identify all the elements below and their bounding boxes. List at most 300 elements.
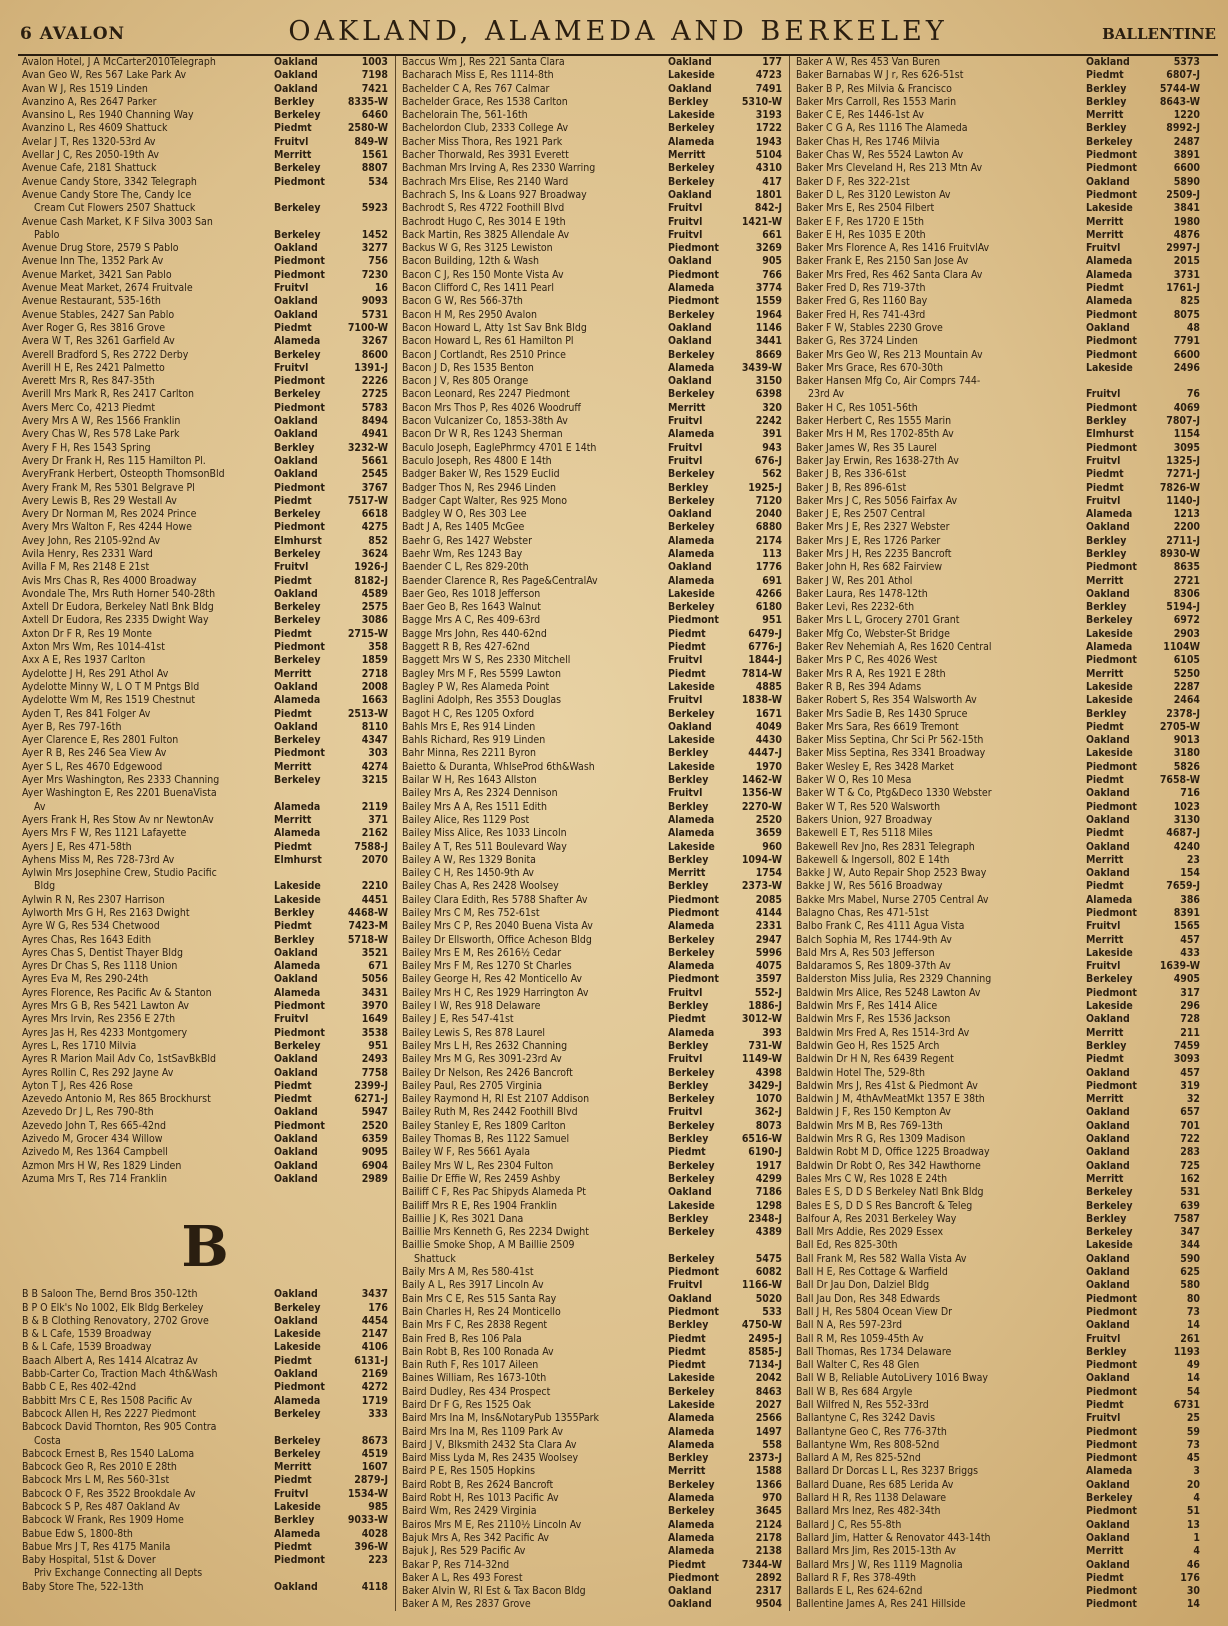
listing-name: Bakke J W, Auto Repair Shop 2523 Bway (796, 867, 987, 880)
phone-number: 3267 (361, 335, 388, 348)
listing-entry (22, 1040, 388, 1053)
listing-entry (402, 309, 782, 322)
listing-entry (796, 1213, 1200, 1226)
phone-number: 1166-W (741, 1279, 782, 1292)
listing-entry (22, 1528, 388, 1541)
exchange-name: Oakland (668, 188, 712, 201)
listing-entry (796, 1000, 1200, 1013)
phone-number: 1663 (361, 694, 388, 707)
listing-name: Baldwin J F, Res 150 Kempton Av (796, 1106, 951, 1119)
listing-entry (22, 335, 388, 348)
phone-number: 4 (1193, 1545, 1200, 1558)
listing-name: Bahls Mrs E, Res 914 Linden (402, 720, 536, 733)
listing-name: Avery Lewis B, Res 29 Westall Av (22, 494, 177, 507)
exchange-name: Fruitvl (1086, 960, 1121, 973)
listing-entry (796, 1293, 1200, 1306)
phone-number: 417 (762, 175, 782, 188)
phone-number: 671 (368, 960, 388, 973)
listing-name: Bacon Clifford C, Res 1411 Pearl (402, 282, 554, 295)
listing-name: Bailey Mrs C M, Res 752-61st (402, 907, 540, 919)
listing-entry (402, 402, 782, 415)
exchange-name: Piedmont (274, 481, 325, 494)
listing-entry (402, 1013, 782, 1026)
exchange-name: Oakland (1086, 1319, 1130, 1332)
phone-number: 8463 (755, 1385, 782, 1398)
listing-entry (796, 176, 1200, 189)
listing-name: Bailar W H, Res 1643 Allston (402, 774, 537, 787)
exchange-name: Piedmt (1086, 481, 1124, 494)
listing-name: Ayden T, Res 841 Folger Av (22, 707, 151, 720)
listing-name: Ballard A M, Res 825-52nd (796, 1452, 921, 1465)
listing-name: Ballard Mrs Inez, Res 482-34th (796, 1505, 941, 1518)
listing-entry (22, 987, 388, 1000)
exchange-name: Piedmt (668, 1558, 706, 1571)
listing-name: Bailey Mrs C P, Res 2040 Buena Vista Av (402, 920, 593, 933)
listing-name: Baldwin Mrs M B, Res 769-13th (796, 1119, 943, 1132)
exchange-name: Piedmt (1086, 69, 1124, 82)
phone-number: 2989 (361, 1172, 388, 1185)
listing-entry (22, 1120, 388, 1133)
listing-entry (22, 1328, 388, 1341)
exchange-name: Oakland (274, 1288, 318, 1301)
phone-number: 2520 (361, 1119, 388, 1132)
exchange-name: Berkeley (668, 707, 715, 720)
exchange-name: Berkley (668, 1079, 709, 1092)
listing-entry (796, 1399, 1200, 1412)
exchange-name: Lakeside (274, 893, 321, 906)
listing-entry (22, 548, 388, 561)
exchange-name: Lakeside (1086, 1000, 1133, 1013)
phone-number: 1859 (361, 654, 388, 667)
phone-number: 5783 (361, 401, 388, 414)
listing-name: Baird Robt H, Res 1013 Pacific Av (402, 1492, 559, 1505)
listing-entry (796, 761, 1200, 774)
phone-number: 16 (374, 282, 388, 295)
listing-name: Avenue Cash Market, K F Silva 3003 San (22, 215, 213, 228)
listing-entry (22, 934, 388, 947)
guide-word-right: BALLENTINE (1102, 25, 1216, 43)
exchange-name: Oakland (274, 69, 318, 82)
phone-number: 6904 (361, 1159, 388, 1172)
listing-name: Baker F W, Stables 2230 Grove (796, 321, 943, 334)
exchange-name: Fruitvl (274, 1013, 309, 1026)
listing-entry (22, 242, 388, 255)
exchange-name: Merritt (274, 760, 312, 773)
listing-name: Baker Mrs P C, Res 4026 West (796, 654, 938, 667)
phone-number (336, 216, 388, 229)
phone-number: 4885 (755, 680, 782, 693)
phone-number: 3841 (1173, 202, 1200, 215)
phone-number: 985 (368, 1500, 388, 1513)
exchange-name: Fruitvl (668, 1279, 703, 1292)
exchange-name: Merritt (1086, 574, 1124, 587)
phone-number: 1391-J (354, 361, 388, 374)
listing-name: Ayres Florence, Res Pacific Av & Stanton (22, 986, 212, 999)
phone-number: 2513-W (347, 707, 388, 720)
exchange-name: Piedmont (274, 641, 325, 654)
phone-number: 7587 (1173, 1212, 1200, 1225)
listing-entry (402, 654, 782, 667)
exchange-name: Berkley (668, 774, 709, 787)
exchange-name: Oakland (668, 1292, 712, 1305)
exchange-name: Berkeley (274, 547, 321, 560)
listing-entry (22, 1160, 388, 1173)
phone-number: 2270-W (741, 800, 782, 813)
exchange-name: Berkeley (668, 1066, 715, 1079)
listing-entry (402, 708, 782, 721)
phone-number: 7758 (361, 1066, 388, 1079)
exchange-name: Alameda (668, 282, 715, 295)
phone-number: 5923 (361, 202, 388, 215)
phone-number: 2509-J (1166, 188, 1200, 201)
listing-entry (796, 69, 1200, 82)
exchange-name: Oakland (274, 415, 318, 428)
listing-name: Ballantyne C, Res 3242 Davis (796, 1412, 936, 1425)
exchange-name: Piedmont (1086, 1292, 1137, 1305)
exchange-name: Piedmont (1086, 162, 1137, 175)
listing-entry (22, 83, 388, 96)
exchange-name: Merritt (668, 1465, 706, 1478)
phone-number: 4347 (361, 734, 388, 747)
listing-name: Babcock Ernest B, Res 1540 LaLoma (22, 1447, 195, 1460)
exchange-name: Alameda (668, 827, 715, 840)
exchange-name: Fruitvl (668, 454, 703, 467)
exchange-name: Piedmont (668, 1266, 719, 1279)
phone-number: 1154 (1173, 428, 1200, 441)
listing-name: Baker Mrs J H, Res 2235 Bancroft (796, 547, 952, 560)
listing-entry (402, 136, 782, 149)
listing-name: Avenue Stables, 2427 San Pablo (22, 308, 175, 321)
listing-entry (402, 442, 782, 455)
listing-name: Baker Mrs Sadie B, Res 1430 Spruce (796, 707, 968, 720)
listing-entry (796, 482, 1200, 495)
listing-name: Ayres Chas, Res 1643 Edith (22, 933, 152, 946)
phone-number: 7186 (755, 1186, 782, 1199)
phone-number: 3731 (1173, 268, 1200, 281)
listing-name: Babcock Geo R, Res 2010 E 28th (22, 1461, 177, 1474)
listing-entry (402, 614, 782, 627)
exchange-name: Berkeley (274, 1301, 321, 1314)
listing-name: Aylwin Mrs Josephine Crew, Studio Pacific (22, 867, 217, 880)
exchange-name: Lakeside (274, 1341, 321, 1354)
listing-entry (22, 1027, 388, 1040)
listing-entry (22, 1435, 388, 1448)
exchange-name: Fruitvl (668, 654, 703, 667)
listing-name: Ball R M, Res 1059-45th Av (796, 1332, 924, 1345)
listing-entry (402, 1479, 782, 1492)
phone-number: 76 (1186, 388, 1200, 401)
listing-name: Bailey Mrs E M, Res 2616½ Cedar (402, 946, 562, 959)
listing-entry (22, 1053, 388, 1066)
listing-entry (796, 535, 1200, 548)
listing-entry (796, 920, 1200, 933)
listing-name: Baker A W, Res 453 Van Buren (796, 56, 941, 68)
listing-entry (796, 1146, 1200, 1159)
listing-name: Avellar J C, Res 2050-19th Av (22, 149, 159, 162)
listing-name: Avery Dr Frank H, Res 115 Hamilton Pl. (22, 454, 206, 467)
exchange-name: Berkeley (668, 521, 715, 534)
exchange-name: Oakland (1086, 1133, 1130, 1146)
listing-entry (402, 1000, 782, 1013)
listing-name: Ayers Mrs F W, Res 1121 Lafayette (22, 827, 187, 840)
phone-number: 1003 (361, 56, 388, 68)
listing-name: Baldwin Dr H N, Res 6439 Regent (796, 1053, 954, 1066)
phone-number: 4941 (361, 428, 388, 441)
listing-name: Babcock O F, Res 3522 Brookdale Av (22, 1487, 196, 1500)
listing-entry (22, 455, 388, 468)
exchange-name: Oakland (1086, 1159, 1130, 1172)
listing-name: Baker J B, Res 896-61st (796, 481, 907, 494)
phone-number: 5661 (361, 454, 388, 467)
listing-name: Babcock S P, Res 487 Oakland Av (22, 1500, 180, 1513)
listing-name: Baker J B, Res 336-61st (796, 468, 907, 481)
phone-number: 4389 (755, 1226, 782, 1239)
exchange-name: Berkley (1086, 82, 1127, 95)
listing-name: Bahls Richard, Res 919 Linden (402, 734, 546, 747)
listing-entry (796, 1253, 1200, 1266)
listing-entry (402, 335, 782, 348)
listing-name: Azivedo M, Grocer 434 Willow (22, 1133, 163, 1146)
exchange-name: Piedmont (1086, 1505, 1137, 1518)
listing-name: Baker Fred G, Res 1160 Bay (796, 295, 928, 308)
listing-name: Ayer Washington E, Res 2201 BuenaVista (22, 787, 217, 800)
listing-entry (402, 255, 782, 268)
phone-number: 2721 (1173, 574, 1200, 587)
phone-number: 1 (1193, 1531, 1200, 1544)
listing-entry (796, 1013, 1200, 1026)
exchange-name: Berkeley (274, 1407, 321, 1420)
phone-number: 20 (1186, 1478, 1200, 1491)
listing-entry (22, 734, 388, 747)
phone-number: 4240 (1173, 840, 1200, 853)
listing-name: Shattuck (414, 1252, 456, 1265)
listing-entry (22, 1000, 388, 1013)
phone-number: 960 (762, 840, 782, 853)
exchange-name: Merritt (1086, 1026, 1124, 1039)
listing-entry (22, 402, 388, 415)
listing-name: Avila Henry, Res 2331 Ward (22, 547, 153, 560)
listing-entry (402, 1585, 782, 1598)
listing-entry (402, 734, 782, 747)
listing-name: Bacon Vulcanizer Co, 1853-38th Av (402, 415, 568, 428)
phone-number: 46 (1186, 1558, 1200, 1571)
listing-entry (796, 1519, 1200, 1532)
listing-entry (796, 575, 1200, 588)
exchange-name: Fruitvl (668, 1053, 703, 1066)
phone-number: 1193 (1173, 1345, 1200, 1358)
exchange-name: Lakeside (274, 1328, 321, 1341)
listing-entry (22, 1133, 388, 1146)
listing-name: Baird Miss Lyda M, Res 2435 Woolsey (402, 1452, 579, 1465)
listing-name: Ayers Frank H, Res Stow Av nr NewtonAv (22, 813, 214, 826)
listing-entry (796, 428, 1200, 441)
listing-entry (402, 455, 782, 468)
listing-entry (402, 814, 782, 827)
listing-name: Bakke Mrs Mabel, Nurse 2705 Central Av (796, 893, 989, 906)
exchange-name: Oakland (274, 680, 318, 693)
listing-entry (22, 1315, 388, 1328)
phone-number: 8669 (755, 348, 782, 361)
phone-number: 2015 (1173, 255, 1200, 268)
phone-number: 639 (1180, 1199, 1200, 1212)
exchange-name: Piedmont (1086, 335, 1137, 348)
listing-entry (402, 362, 782, 375)
exchange-name: Piedmt (274, 574, 312, 587)
exchange-name: Piedmt (274, 1354, 312, 1367)
listing-name: Ballantyne Wm, Res 808-52nd (796, 1438, 940, 1451)
listing-name: Ball W B, Res 684 Argyle (796, 1385, 913, 1398)
listing-name: Bakewell Rev Jno, Res 2831 Telegraph (796, 840, 975, 853)
phone-number: 2348-J (748, 1212, 782, 1225)
phone-number: 162 (1180, 1172, 1200, 1185)
listing-name: Averett Mrs R, Res 847-35th (22, 375, 155, 388)
listing-entry (22, 1341, 388, 1354)
page-header (18, 14, 1218, 56)
phone-number: 3093 (1173, 1053, 1200, 1066)
exchange-name: Berkeley (274, 601, 321, 614)
phone-number: 725 (1180, 1159, 1200, 1172)
phone-number: 2040 (755, 508, 782, 521)
exchange-name: Piedmt (274, 1093, 312, 1106)
listing-name: Baker Mrs Grace, Res 670-30th (796, 361, 943, 374)
listing-name: Bajuk Mrs A, Res 342 Pacific Av (402, 1531, 550, 1544)
listing-entry (22, 960, 388, 973)
exchange-name: Oakland (274, 1146, 318, 1159)
exchange-name: Berkeley (274, 734, 321, 747)
listing-entry (402, 1372, 782, 1385)
listing-name: Baird Dr F G, Res 1525 Oak (402, 1398, 532, 1411)
listing-entry (22, 827, 388, 840)
exchange-name: Oakland (274, 946, 318, 959)
listing-name: Ball Frank M, Res 582 Walla Vista Av (796, 1252, 967, 1265)
listing-name: Ayhens Miss M, Res 728-73rd Av (22, 853, 175, 866)
listing-name: Bachelder C A, Res 767 Calmar (402, 82, 550, 95)
listing-entry (796, 1160, 1200, 1173)
listing-entry (22, 920, 388, 933)
exchange-name: Oakland (274, 56, 318, 68)
exchange-name: Piedmt (274, 494, 312, 507)
listing-name: Bailey Lewis S, Res 878 Laurel (402, 1026, 546, 1039)
listing-name: Bachelorain The, 561-16th (402, 109, 528, 122)
listing-entry (796, 1027, 1200, 1040)
phone-number: 8335-W (347, 95, 388, 108)
listing-name: Avalon Hotel, J A McCarter2010Telegraph (22, 56, 216, 68)
phone-number: 14 (1186, 1372, 1200, 1385)
listing-name: Badger Capt Walter, Res 925 Mono (402, 494, 568, 507)
listing-name: Backus W G, Res 3125 Lewiston (402, 242, 553, 255)
phone-number: 358 (368, 641, 388, 654)
listing-name: Baker Mrs J C, Res 5056 Fairfax Av (796, 494, 958, 507)
exchange-name: Piedmt (274, 707, 312, 720)
exchange-name: Merritt (274, 667, 312, 680)
exchange-name: Elmhurst (274, 853, 322, 866)
listing-entry (402, 56, 782, 69)
phone-number: 562 (762, 468, 782, 481)
phone-number: 5731 (361, 308, 388, 321)
listing-entry (796, 867, 1200, 880)
listing-entry (402, 1053, 782, 1066)
exchange-name: Oakland (668, 335, 712, 348)
listing-name: Avilla F M, Res 2148 E 21st (22, 561, 150, 574)
exchange-name: Alameda (668, 1492, 715, 1505)
listing-entry (402, 83, 782, 96)
listing-entry (796, 229, 1200, 242)
phone-number: 4398 (755, 1066, 782, 1079)
phone-number: 534 (368, 175, 388, 188)
listing-name: Avelar J T, Res 1320-53rd Av (22, 135, 156, 148)
phone-number: 51 (1186, 1505, 1200, 1518)
listing-entry (402, 973, 782, 986)
listing-entry (402, 375, 782, 388)
phone-number: 8182-J (354, 574, 388, 587)
phone-number: 9033-W (347, 1514, 388, 1527)
exchange-name: Oakland (668, 82, 712, 95)
listing-entry (796, 1598, 1200, 1611)
phone-number: 6180 (755, 601, 782, 614)
listing-name: Bailey Dr Ellsworth, Office Acheson Bldg (402, 933, 592, 946)
listing-name: Cream Cut Flowers 2507 Shattuck (34, 202, 196, 215)
exchange-name: Alameda (274, 800, 321, 813)
listing-entry (796, 668, 1200, 681)
phone-number: 457 (1180, 1066, 1200, 1079)
listing-entry (22, 56, 388, 69)
listing-name: Baird Mrs Ina M, Res 1109 Park Av (402, 1425, 563, 1438)
phone-number: 7791 (1173, 335, 1200, 348)
phone-number (1148, 375, 1200, 388)
listing-name: Ayres Eva M, Res 290-24th (22, 973, 149, 986)
phone-number: 6972 (1173, 614, 1200, 627)
exchange-name: Piedmont (1086, 1425, 1137, 1438)
phone-number: 1801 (755, 188, 782, 201)
exchange-name: Oakland (1086, 1372, 1130, 1385)
listing-entry (402, 575, 782, 588)
phone-number: 2178 (755, 1531, 782, 1544)
exchange-name: Oakland (1086, 1518, 1130, 1531)
listing-name: Baker E H, Res 1035 E 20th (796, 228, 926, 241)
listing-name: Bagge Mrs A C, Res 409-63rd (402, 614, 541, 627)
listing-name: Bain Ruth F, Res 1017 Aileen (402, 1359, 539, 1372)
listing-entry (796, 1439, 1200, 1452)
phone-number: 457 (1180, 933, 1200, 946)
exchange-name: Alameda (1086, 295, 1133, 308)
exchange-name: Merritt (1086, 228, 1124, 241)
listing-entry (402, 1239, 782, 1252)
phone-number: 1146 (755, 321, 782, 334)
exchange-name: Lakeside (1086, 1239, 1133, 1252)
listing-entry (796, 1239, 1200, 1252)
listing-name: Baker Mrs Carroll, Res 1553 Marin (796, 95, 957, 108)
phone-number: 943 (762, 441, 782, 454)
listing-name: Bacon G W, Res 566-37th (402, 295, 523, 308)
phone-number: 49 (1186, 1359, 1200, 1372)
listing-entry (402, 1492, 782, 1505)
listing-name: Avenue Drug Store, 2579 S Pablo (22, 242, 179, 255)
listing-entry (402, 1213, 782, 1226)
listing-entry (402, 202, 782, 215)
phone-number: 756 (368, 255, 388, 268)
listing-name: Baker J W, Res 201 Athol (796, 574, 913, 587)
phone-number: 177 (762, 56, 782, 68)
listing-entry (402, 176, 782, 189)
listing-entry (796, 694, 1200, 707)
listing-name: Bailey Mrs A A, Res 1511 Edith (402, 800, 547, 813)
phone-number: 2715-W (347, 627, 388, 640)
phone-number: 317 (1180, 986, 1200, 999)
phone-number: 4118 (361, 1580, 388, 1593)
exchange-name: Fruitvl (274, 282, 309, 295)
listing-name: Avera W T, Res 3261 Garfield Av (22, 335, 175, 348)
listing-name: Bagge Mrs John, Res 440-62nd (402, 627, 547, 640)
